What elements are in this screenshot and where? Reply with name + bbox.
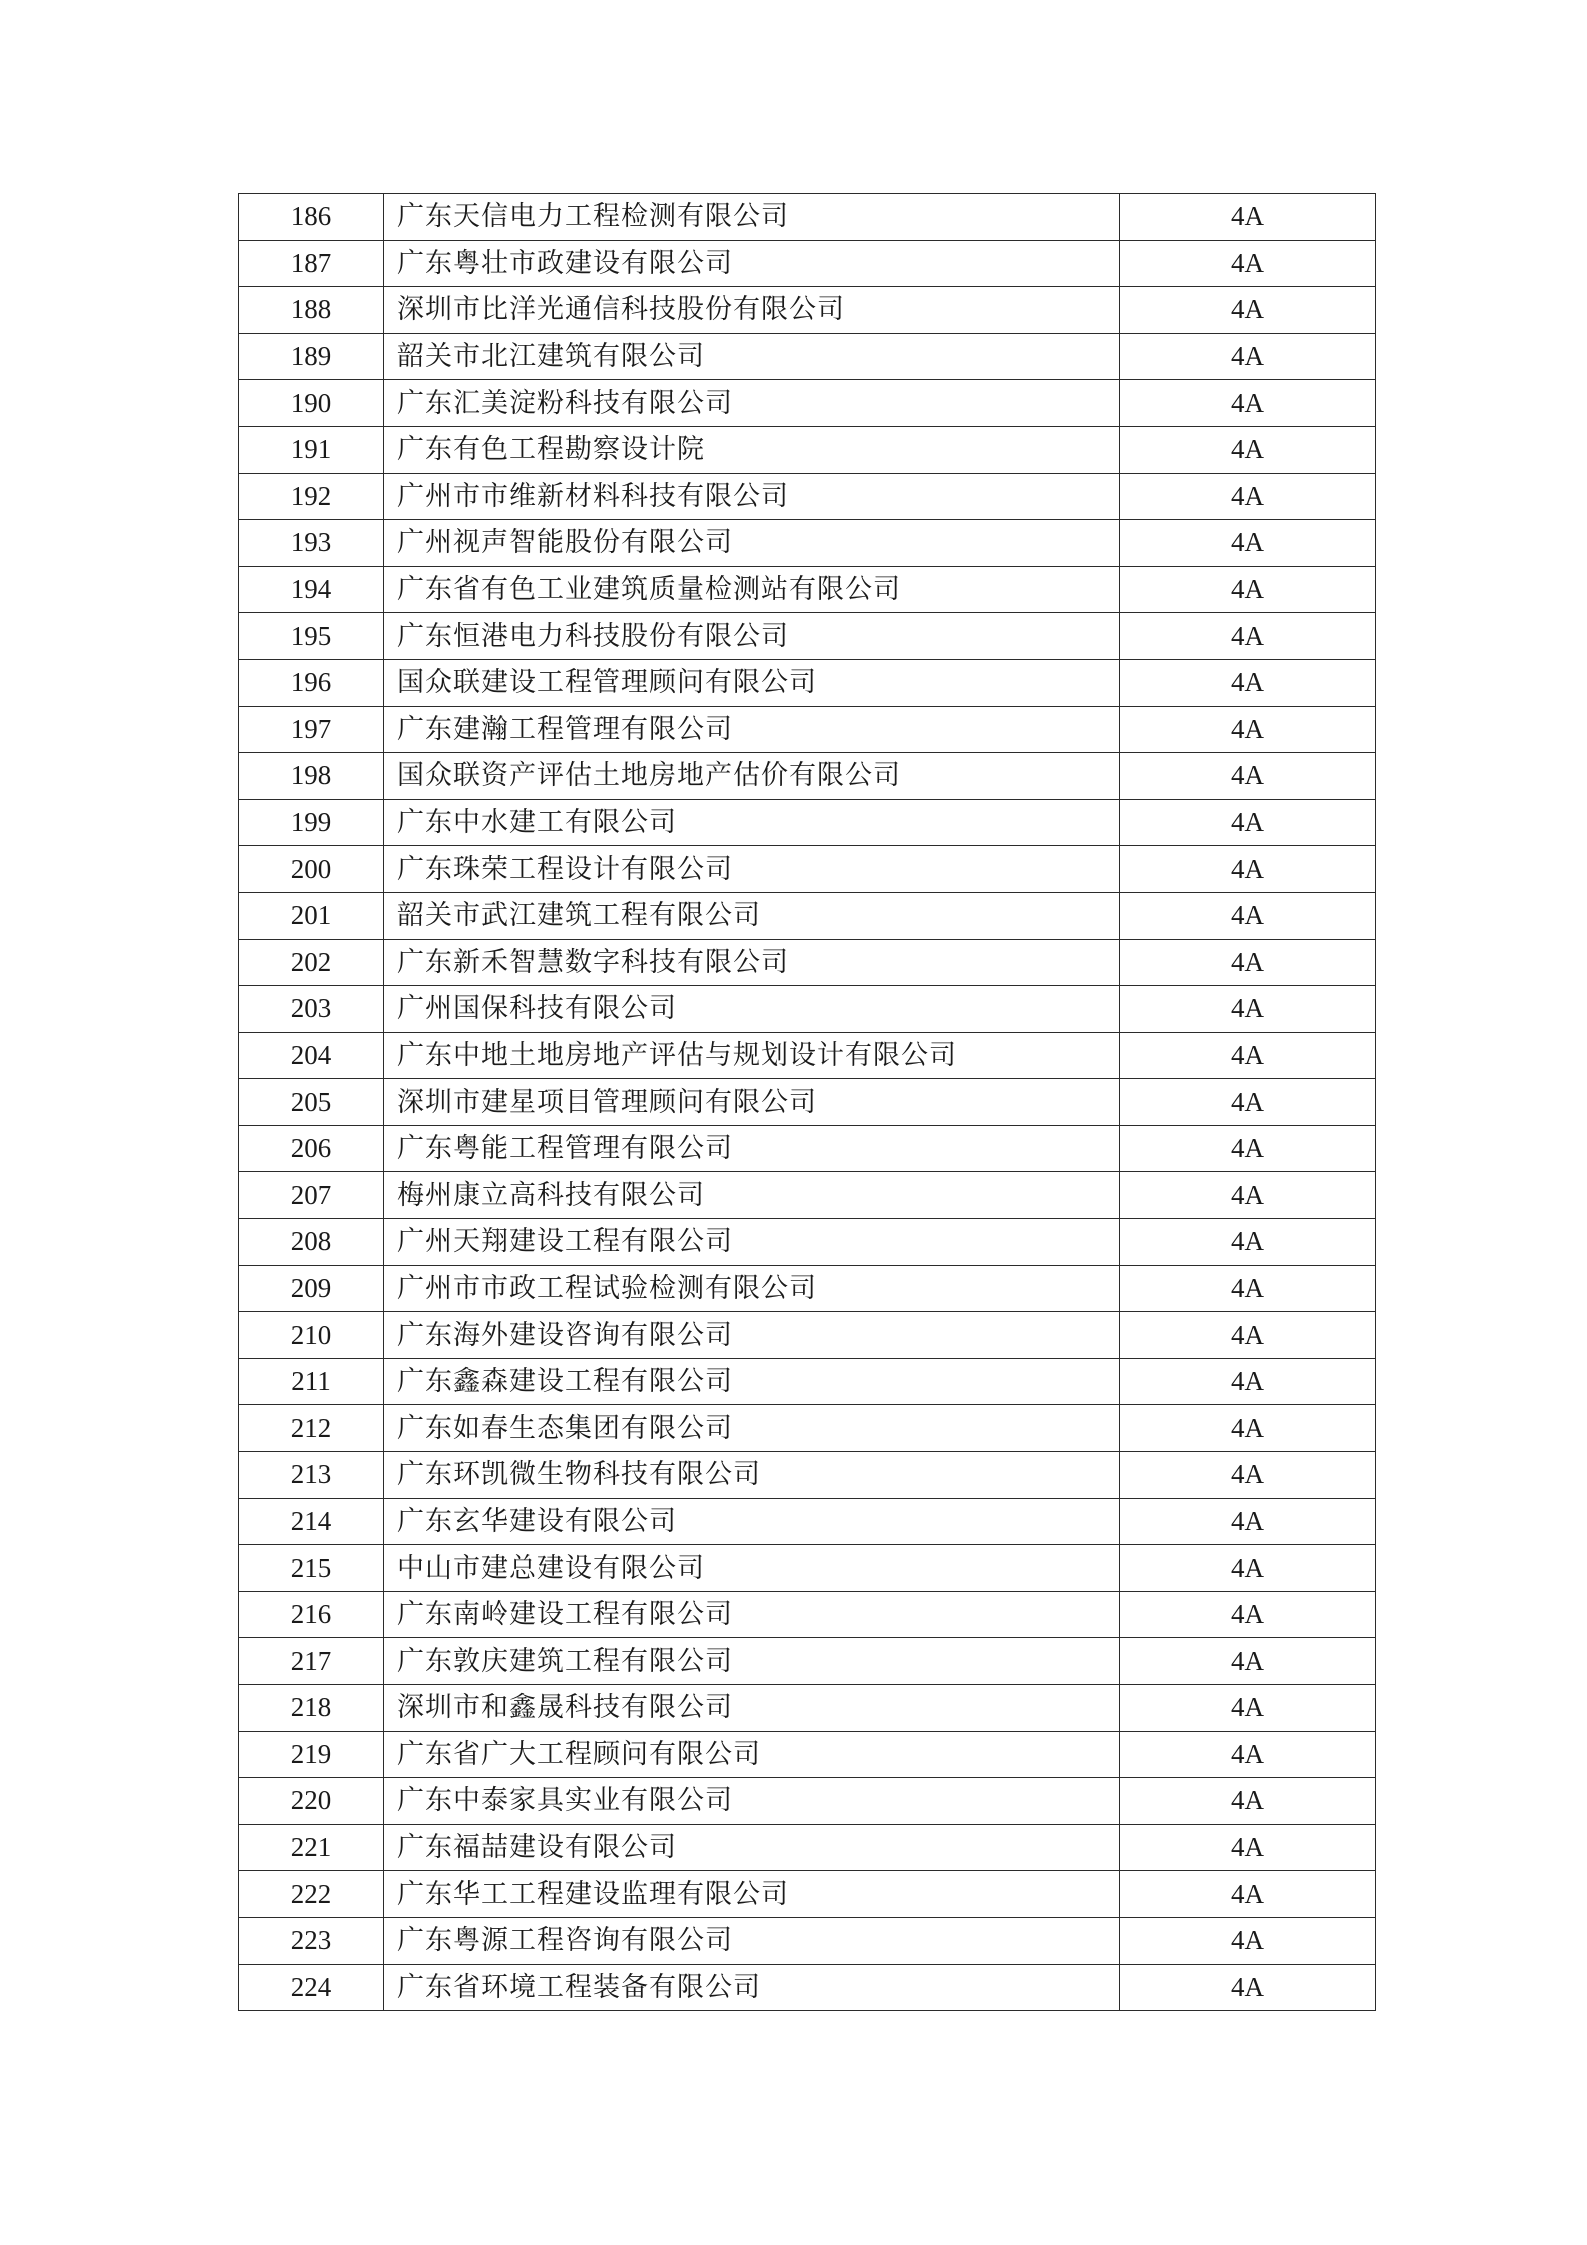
company-name: 广州市市政工程试验检测有限公司 (384, 1265, 1120, 1312)
table-row (239, 1125, 1376, 1172)
credit-grade: 4A (1120, 1591, 1376, 1638)
table-row (239, 287, 1376, 334)
company-name: 广东恒港电力科技股份有限公司 (384, 613, 1120, 660)
credit-grade: 4A (1120, 520, 1376, 567)
company-name: 梅州康立高科技有限公司 (384, 1172, 1120, 1219)
company-name: 深圳市和鑫晟科技有限公司 (384, 1685, 1120, 1732)
row-number: 194 (239, 566, 384, 613)
row-number: 190 (239, 380, 384, 427)
row-number: 195 (239, 613, 384, 660)
row-number: 203 (239, 986, 384, 1033)
credit-grade: 4A (1120, 846, 1376, 893)
credit-grade: 4A (1120, 799, 1376, 846)
company-name: 深圳市建星项目管理顾问有限公司 (384, 1079, 1120, 1126)
company-name: 广东敦庆建筑工程有限公司 (384, 1638, 1120, 1685)
credit-grade: 4A (1120, 1638, 1376, 1685)
credit-grade: 4A (1120, 1032, 1376, 1079)
row-number: 199 (239, 799, 384, 846)
table-row (239, 799, 1376, 846)
company-name: 广东南岭建设工程有限公司 (384, 1591, 1120, 1638)
company-name: 广州国保科技有限公司 (384, 986, 1120, 1033)
credit-grade: 4A (1120, 892, 1376, 939)
company-name: 广州市市维新材料科技有限公司 (384, 473, 1120, 520)
row-number: 206 (239, 1125, 384, 1172)
credit-grade: 4A (1120, 1405, 1376, 1452)
credit-grade: 4A (1120, 1265, 1376, 1312)
company-name: 国众联资产评估土地房地产估价有限公司 (384, 753, 1120, 800)
row-number: 192 (239, 473, 384, 520)
row-number: 201 (239, 892, 384, 939)
credit-grade: 4A (1120, 473, 1376, 520)
row-number: 191 (239, 426, 384, 473)
company-name: 韶关市北江建筑有限公司 (384, 333, 1120, 380)
table-row (239, 613, 1376, 660)
table-row (239, 1452, 1376, 1499)
table-row (239, 706, 1376, 753)
credit-grade: 4A (1120, 1964, 1376, 2011)
credit-grade: 4A (1120, 333, 1376, 380)
company-name: 广东粤能工程管理有限公司 (384, 1125, 1120, 1172)
table-row (239, 1032, 1376, 1079)
row-number: 215 (239, 1545, 384, 1592)
company-name: 广东天信电力工程检测有限公司 (384, 194, 1120, 241)
credit-grade: 4A (1120, 1731, 1376, 1778)
company-name: 中山市建总建设有限公司 (384, 1545, 1120, 1592)
company-name: 广东福喆建设有限公司 (384, 1824, 1120, 1871)
company-name: 广东汇美淀粉科技有限公司 (384, 380, 1120, 427)
row-number: 187 (239, 240, 384, 287)
row-number: 214 (239, 1498, 384, 1545)
credit-grade: 4A (1120, 1778, 1376, 1825)
credit-grade: 4A (1120, 566, 1376, 613)
company-rating-table (238, 193, 1376, 2011)
credit-grade: 4A (1120, 1452, 1376, 1499)
credit-grade: 4A (1120, 1219, 1376, 1266)
row-number: 197 (239, 706, 384, 753)
row-number: 207 (239, 1172, 384, 1219)
row-number: 189 (239, 333, 384, 380)
table-row (239, 1405, 1376, 1452)
table-row (239, 1871, 1376, 1918)
company-name: 广东粤源工程咨询有限公司 (384, 1917, 1120, 1964)
table-row (239, 1312, 1376, 1359)
table-row (239, 1079, 1376, 1126)
company-name: 广东海外建设咨询有限公司 (384, 1312, 1120, 1359)
credit-grade: 4A (1120, 240, 1376, 287)
table-row (239, 240, 1376, 287)
table-row (239, 1778, 1376, 1825)
table-row (239, 1358, 1376, 1405)
company-name: 广州天翔建设工程有限公司 (384, 1219, 1120, 1266)
table-row (239, 1172, 1376, 1219)
company-name: 广东玄华建设有限公司 (384, 1498, 1120, 1545)
table-row (239, 520, 1376, 567)
row-number: 213 (239, 1452, 384, 1499)
table-row (239, 566, 1376, 613)
row-number: 222 (239, 1871, 384, 1918)
credit-grade: 4A (1120, 1125, 1376, 1172)
credit-grade: 4A (1120, 753, 1376, 800)
credit-grade: 4A (1120, 1871, 1376, 1918)
table-row (239, 892, 1376, 939)
row-number: 202 (239, 939, 384, 986)
credit-grade: 4A (1120, 287, 1376, 334)
table-row (239, 1638, 1376, 1685)
table-row (239, 986, 1376, 1033)
company-name: 广东有色工程勘察设计院 (384, 426, 1120, 473)
row-number: 198 (239, 753, 384, 800)
row-number: 224 (239, 1964, 384, 2011)
table-row (239, 1824, 1376, 1871)
row-number: 217 (239, 1638, 384, 1685)
table-row (239, 426, 1376, 473)
company-name: 广东省广大工程顾问有限公司 (384, 1731, 1120, 1778)
company-name: 广东华工工程建设监理有限公司 (384, 1871, 1120, 1918)
credit-grade: 4A (1120, 1685, 1376, 1732)
credit-grade: 4A (1120, 659, 1376, 706)
table-row (239, 473, 1376, 520)
row-number: 188 (239, 287, 384, 334)
row-number: 205 (239, 1079, 384, 1126)
row-number: 211 (239, 1358, 384, 1405)
company-name: 广东中水建工有限公司 (384, 799, 1120, 846)
credit-grade: 4A (1120, 426, 1376, 473)
company-name: 韶关市武江建筑工程有限公司 (384, 892, 1120, 939)
company-name: 广东鑫森建设工程有限公司 (384, 1358, 1120, 1405)
company-name: 广东中泰家具实业有限公司 (384, 1778, 1120, 1825)
table-row (239, 1685, 1376, 1732)
row-number: 200 (239, 846, 384, 893)
row-number: 208 (239, 1219, 384, 1266)
table-row (239, 753, 1376, 800)
company-name: 广州视声智能股份有限公司 (384, 520, 1120, 567)
row-number: 218 (239, 1685, 384, 1732)
credit-grade: 4A (1120, 1824, 1376, 1871)
company-name: 广东中地土地房地产评估与规划设计有限公司 (384, 1032, 1120, 1079)
row-number: 196 (239, 659, 384, 706)
row-number: 220 (239, 1778, 384, 1825)
table-body (239, 194, 1376, 2011)
table-row (239, 1731, 1376, 1778)
table-row (239, 380, 1376, 427)
table-row (239, 1219, 1376, 1266)
company-name: 广东粤壮市政建设有限公司 (384, 240, 1120, 287)
company-name: 广东省有色工业建筑质量检测站有限公司 (384, 566, 1120, 613)
credit-grade: 4A (1120, 706, 1376, 753)
row-number: 209 (239, 1265, 384, 1312)
table-row (239, 659, 1376, 706)
credit-grade: 4A (1120, 613, 1376, 660)
row-number: 193 (239, 520, 384, 567)
table-row (239, 1498, 1376, 1545)
row-number: 216 (239, 1591, 384, 1638)
company-name: 广东新禾智慧数字科技有限公司 (384, 939, 1120, 986)
row-number: 223 (239, 1917, 384, 1964)
table-row (239, 1591, 1376, 1638)
credit-grade: 4A (1120, 380, 1376, 427)
company-name: 广东珠荣工程设计有限公司 (384, 846, 1120, 893)
credit-grade: 4A (1120, 1358, 1376, 1405)
credit-grade: 4A (1120, 939, 1376, 986)
company-name: 广东省环境工程装备有限公司 (384, 1964, 1120, 2011)
credit-grade: 4A (1120, 194, 1376, 241)
table-row (239, 1545, 1376, 1592)
credit-grade: 4A (1120, 1917, 1376, 1964)
row-number: 221 (239, 1824, 384, 1871)
table-row (239, 846, 1376, 893)
table-row (239, 333, 1376, 380)
row-number: 186 (239, 194, 384, 241)
company-name: 广东如春生态集团有限公司 (384, 1405, 1120, 1452)
credit-grade: 4A (1120, 986, 1376, 1033)
table-row (239, 194, 1376, 241)
table-row (239, 1265, 1376, 1312)
row-number: 210 (239, 1312, 384, 1359)
credit-grade: 4A (1120, 1312, 1376, 1359)
credit-grade: 4A (1120, 1172, 1376, 1219)
credit-grade: 4A (1120, 1545, 1376, 1592)
table-row (239, 1917, 1376, 1964)
credit-grade: 4A (1120, 1079, 1376, 1126)
table-row (239, 1964, 1376, 2011)
credit-grade: 4A (1120, 1498, 1376, 1545)
company-name: 广东建瀚工程管理有限公司 (384, 706, 1120, 753)
company-name: 深圳市比洋光通信科技股份有限公司 (384, 287, 1120, 334)
row-number: 219 (239, 1731, 384, 1778)
row-number: 212 (239, 1405, 384, 1452)
table-row (239, 939, 1376, 986)
row-number: 204 (239, 1032, 384, 1079)
company-name: 广东环凯微生物科技有限公司 (384, 1452, 1120, 1499)
company-name: 国众联建设工程管理顾问有限公司 (384, 659, 1120, 706)
